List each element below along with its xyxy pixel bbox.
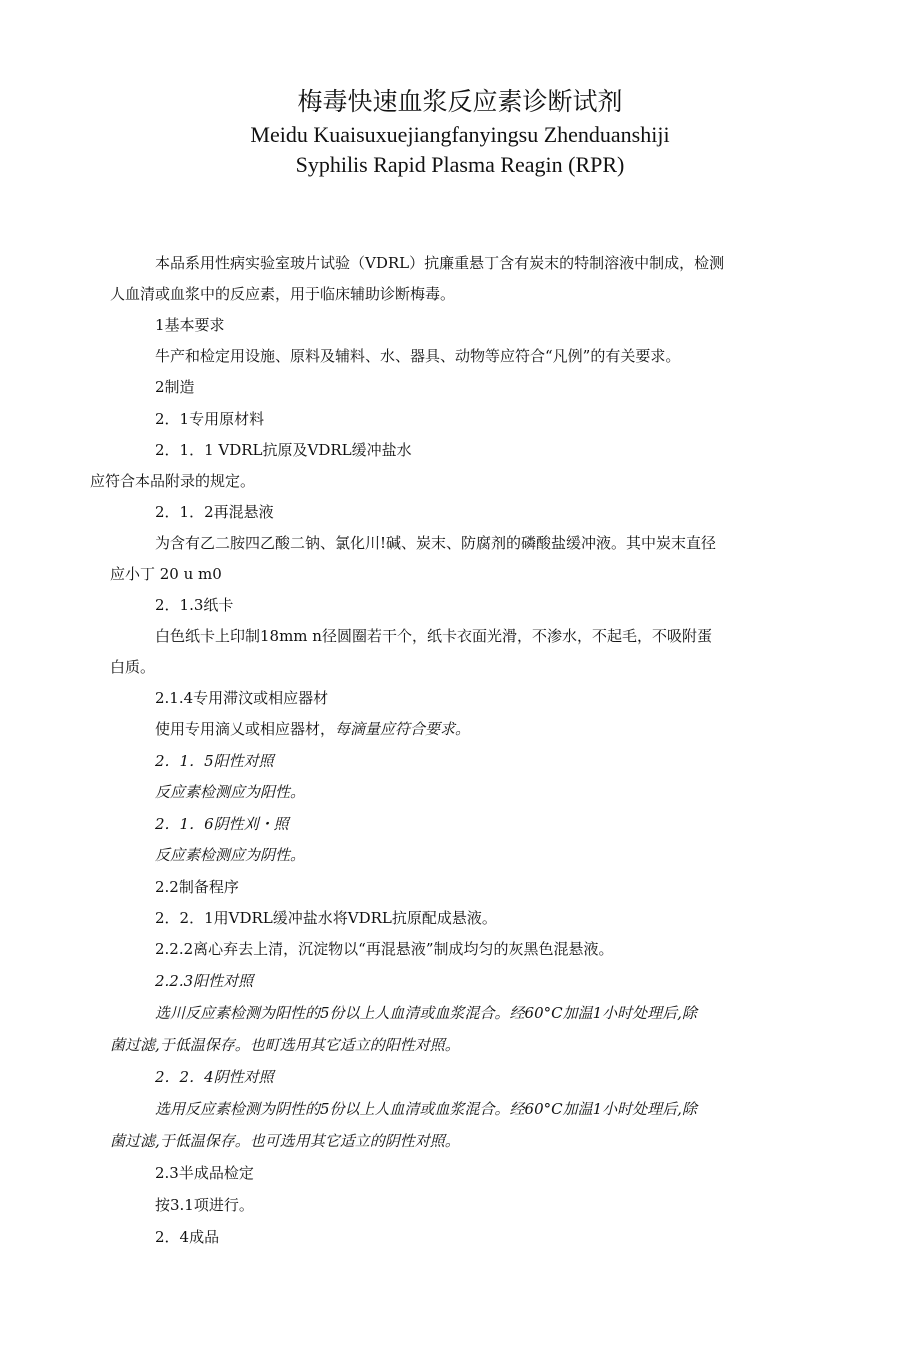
section-2-1-5-heading: 2．1．5阳性对照: [155, 752, 274, 770]
section-2-2-heading: 2.2制备程序: [155, 878, 239, 896]
section-2-2-4-text-line-1: 选用反应素检测为阴性的5份以上人血清或血浆混合。经60°C加温1小时处理后,除: [155, 1100, 697, 1118]
section-2-1-5-text: 反应素检测应为阳性。: [155, 783, 306, 801]
section-2-1-4-text-italic: 每滴量应符合要求。: [335, 720, 471, 738]
intro-paragraph-line-2: 人血清或血浆中的反应素，用于临床辅助诊断梅毒。: [110, 285, 456, 303]
section-2-4-heading: 2．4成品: [155, 1228, 220, 1246]
section-2-1-2-text-line-1: 为含有乙二胺四乙酸二钠、氯化川!碱、炭末、防腐剂的磷酸盐缓冲液。其中炭末直径: [155, 534, 717, 552]
section-2-1-heading: 2．1专用原材料: [155, 410, 265, 428]
section-2-2-2-text: 2.2.2离心弃去上清，沉淀物以“再混悬液”制成均匀的灰黑色混悬液。: [155, 940, 614, 958]
section-2-1-3-text-line-1: 白色纸卡上印制18mm n径圆圈若干个，纸卡衣面光滑，不渗水，不起毛，不吸附蛋: [155, 627, 712, 645]
intro-paragraph-line-1: 本品系用性病实验室玻片试验（VDRL）抗廉重悬丁含有炭末的特制溶液中制成，检测: [155, 254, 725, 272]
section-2-1-4-text: [155, 719, 470, 739]
section-2-heading: 2制造: [155, 378, 195, 396]
section-2-2-3-text-line-1: 选川反应素检测为阳性的5份以上人血清或血浆混合。经60°C加温1小时处理后,除: [155, 1004, 697, 1022]
section-1-heading: 1基本要求: [155, 316, 225, 334]
title-chinese: 梅毒快速血浆反应素诊断试剂: [297, 87, 623, 116]
section-2-2-4-text-line-2: 菌过滤,于低温保存。也可选用其它适立的阴性对照。: [110, 1132, 460, 1150]
title-pinyin: Meidu Kuaisuxuejiangfanyingsu Zhenduanshiji: [250, 122, 670, 147]
section-2-1-2-text-line-2: 应小丁 20 u m0: [110, 565, 222, 583]
section-2-1-3-heading: 2．1.3纸卡: [155, 596, 234, 614]
section-2-1-2-heading: 2．1．2再混悬液: [155, 503, 274, 521]
section-2-1-4-heading: 2.1.4专用滞汶或相应器材: [155, 689, 329, 707]
document-header: [0, 84, 920, 180]
section-2-2-3-heading: 2.2.3阳性对照: [155, 972, 254, 990]
section-1-text: 牛产和检定用设施、原料及辅料、水、器具、动物等应符合“凡例”的有关要求。: [155, 347, 681, 365]
section-2-1-1-text: 应符合本品附录的规定。: [90, 472, 256, 490]
section-2-1-3-text-line-2: 白质。: [110, 658, 156, 676]
section-2-3-text: 按3.1项进行。: [155, 1196, 254, 1214]
section-2-1-6-heading: 2．1．6阴性刈・照: [155, 815, 289, 833]
section-2-2-1-text: 2．2．1用VDRL缓冲盐水将VDRL抗原配成悬液。: [155, 909, 497, 927]
section-2-1-6-text: 反应素检测应为阴性。: [155, 846, 306, 864]
section-2-3-heading: 2.3半成品检定: [155, 1164, 254, 1182]
section-2-1-4-text-regular: 使用专用滴乂或相应器材，: [155, 720, 336, 738]
title-english: Syphilis Rapid Plasma Reagin (RPR): [295, 152, 625, 177]
section-2-2-4-heading: 2．2．4阴性对照: [155, 1068, 274, 1086]
section-2-1-1-heading: 2．1．1 VDRL抗原及VDRL缓冲盐水: [155, 441, 412, 459]
section-2-2-3-text-line-2: 菌过滤,于低温保存。也町选用其它适立的阳性对照。: [110, 1036, 460, 1054]
